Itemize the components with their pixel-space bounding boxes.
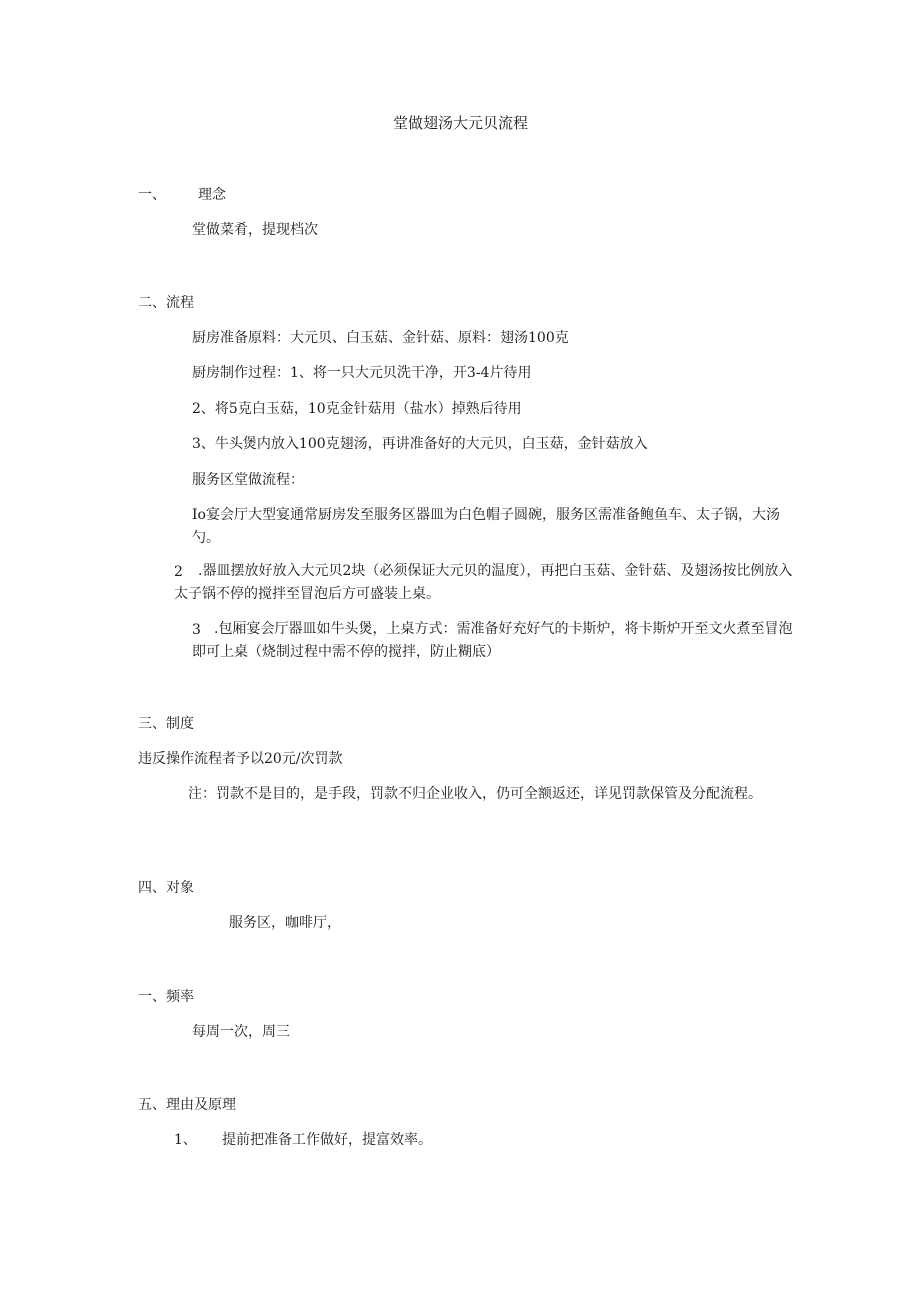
section-2-paragraph-3-number: 3 <box>192 622 201 638</box>
page-title: 堂做翅汤大元贝流程 <box>393 114 529 132</box>
section-1-number: 一、 <box>138 187 166 203</box>
section-3-line-1: 违反操作流程者予以20元/次罚款 <box>138 751 343 767</box>
section-2-heading: 二、流程 <box>138 295 194 311</box>
section-3-heading: 三、制度 <box>138 716 194 732</box>
section-1-text: 堂做菜肴，提现档次 <box>192 222 318 238</box>
section-1-heading: 理念 <box>198 187 226 203</box>
section-5-heading: 一、频率 <box>138 989 194 1005</box>
section-2-paragraph-1: Io宴会厅大型宴通常厨房发至服务区器皿为白色帽子圆碗，服务区需准备鲍鱼车、太子锅，大汤勺。 <box>192 507 780 546</box>
section-6-text: 提前把准备工作做好，提富效率。 <box>222 1132 432 1148</box>
section-4-text: 服务区，咖啡厅， <box>229 915 341 931</box>
section-2-paragraph-2-number: 2 <box>174 564 183 580</box>
section-4-heading: 四、对象 <box>138 880 194 896</box>
section-5-text: 每周一次，周三 <box>192 1024 290 1040</box>
section-2-line-4: 3、牛头煲内放入100克翅汤，再讲准备好的大元贝，白玉菇，金针菇放入 <box>192 436 648 452</box>
section-2-line-1: 厨房准备原料：大元贝、白玉菇、金针菇、原料：翅汤100克 <box>192 330 569 346</box>
section-2-paragraph-3: .包厢宴会厅器皿如牛头煲，上桌方式：需准备好充好气的卡斯炉，将卡斯炉开至文火煮至冒泡即可上桌（烧制过程中需不停的搅拌，防止糊底） <box>192 621 793 660</box>
section-3-note: 注：罚款不是目的，是手段，罚款不归企业收入，仍可全额返还，详见罚款保管及分配流程。 <box>188 786 762 802</box>
section-2-line-2: 厨房制作过程：1、将一只大元贝洗干净，开3-4片待用 <box>192 365 532 381</box>
section-6-heading: 五、理由及原理 <box>138 1097 236 1113</box>
section-2-line-3: 2、将5克白玉菇，10克金针菇用（盐水）掉熟后待用 <box>192 401 522 417</box>
section-2-line-5: 服务区堂做流程： <box>192 472 304 488</box>
section-2-paragraph-2: .器皿摆放好放入大元贝2块（必须保证大元贝的温度），再把白玉菇、金针菇、及翅汤按比例放入太子锅不停的搅拌至冒泡后方可盛装上桌。 <box>174 563 793 602</box>
section-6-number: 1、 <box>174 1132 197 1148</box>
